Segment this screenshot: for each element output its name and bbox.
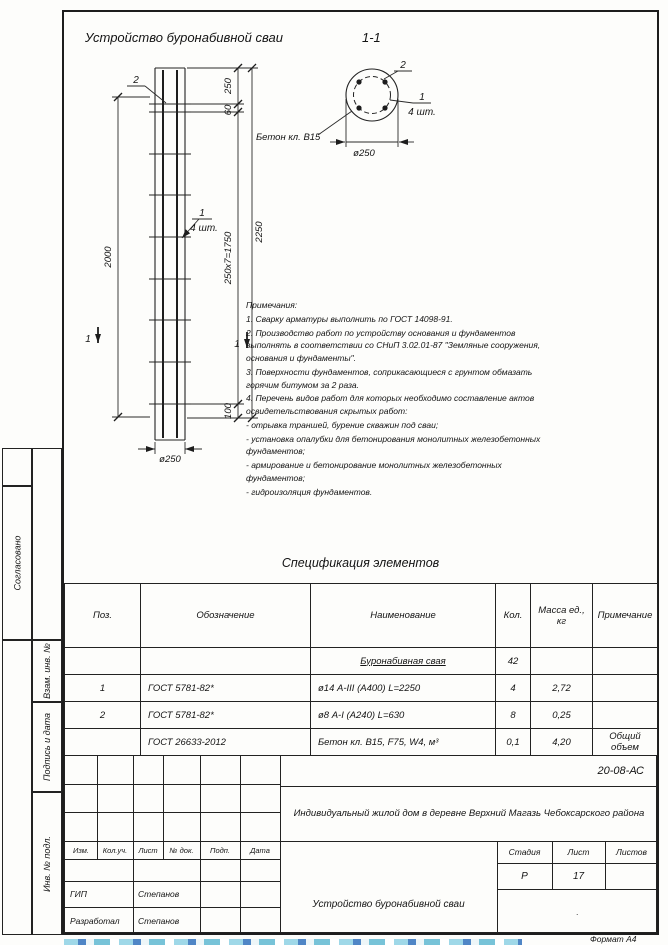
notes-block <box>246 299 546 499</box>
spec-cell-mass: 2,72 <box>531 675 593 702</box>
dim-60-label: 60 <box>223 104 234 116</box>
spec-cell-designation: ГОСТ 5781-82* <box>141 675 311 702</box>
spec-cell-pos: 1 <box>65 675 141 702</box>
spec-header-note: Примечание <box>593 584 658 648</box>
spec-cell-mass: 4,20 <box>531 729 593 756</box>
sheets-value <box>605 863 657 889</box>
signer-role: ГИП <box>70 889 87 899</box>
concrete-grade-label: Бетон кл. В15 <box>256 132 321 143</box>
changecol-list: Лист <box>138 845 158 855</box>
spec-cell-mass: 0,25 <box>531 702 593 729</box>
spec-cell-qty: 0,1 <box>496 729 531 756</box>
section-callout-stirrup: 2 <box>400 60 406 71</box>
scan-edge-artifact <box>64 939 522 945</box>
changecol-koluch: Кол.уч. <box>102 845 128 855</box>
spec-cell-designation: ГОСТ 26633-2012 <box>141 729 311 756</box>
spec-cell <box>531 648 593 675</box>
format-label: Формат А4 <box>590 934 637 944</box>
spec-group-row <box>65 648 658 675</box>
spec-row <box>65 675 658 702</box>
note-item: - установка опалубки для бетонирования монолитных железобетонных фундаментов; <box>246 433 541 457</box>
spec-cell-qty: 8 <box>496 702 531 729</box>
spec-cell-designation: ГОСТ 5781-82* <box>141 702 311 729</box>
sheet-label: Лист <box>567 847 590 857</box>
margin-box-agreed <box>2 486 32 640</box>
stage-label: Стадия <box>508 847 541 857</box>
spec-cell-note: Общий объем <box>593 729 658 756</box>
margin-box-inv-orig <box>32 792 62 935</box>
changecol-ndok: № док. <box>169 845 194 855</box>
spec-group-qty: 42 <box>496 648 531 675</box>
note-item: - отрывка траншей, бурение скважин под сваи; <box>246 419 439 430</box>
sheet-name: Устройство буронабивной сваи <box>312 899 465 910</box>
project-name: Индивидуальный жилой дом в деревне Верхний Магазь Чебоксарского района <box>293 808 645 819</box>
organization-cell: . <box>576 906 579 917</box>
note-item: 2. Производство работ по устройству основания и фундаментов выполнять в соответствии со СНиП 3.02.01-87 "Земляные сооружения, основания и фундаменты". <box>246 327 541 363</box>
spec-header-pos: Поз. <box>65 584 141 648</box>
margin-box-replace-inv <box>32 640 62 702</box>
margin-stamp-column <box>2 448 62 935</box>
spec-cell <box>65 648 141 675</box>
cut-mark-left-label: 1 <box>85 334 91 345</box>
dim-pile-diameter-label: ø250 <box>159 454 181 465</box>
spec-cell-note <box>593 675 658 702</box>
callout-bar-number: 1 <box>199 208 205 219</box>
agreed-label: Согласовано <box>12 535 22 591</box>
title-block <box>64 755 657 933</box>
spec-header-name: Наименование <box>311 584 496 648</box>
margin-box-sign-date <box>32 702 62 792</box>
margin-box <box>2 640 32 935</box>
section-callout-bar-number: 1 <box>419 92 425 103</box>
spec-cell-pos <box>65 729 141 756</box>
dim-2250-label: 2250 <box>254 221 265 243</box>
spec-header-mass: Масса ед., кг <box>531 584 593 648</box>
spec-row <box>65 702 658 729</box>
section-diameter-label: ø250 <box>353 148 375 159</box>
spec-cell-note <box>593 702 658 729</box>
spec-cell <box>141 648 311 675</box>
notes-title: Примечания: <box>246 300 298 310</box>
spec-cell <box>593 648 658 675</box>
changecol-izm: Изм. <box>73 845 89 855</box>
section-callout-bar-qty: 4 шт. <box>408 107 436 118</box>
spec-header-row <box>65 584 658 648</box>
spec-cell-name: ø14 А-III (А400) L=2250 <box>311 675 496 702</box>
margin-box <box>32 448 62 640</box>
sheet-value: 17 <box>572 870 585 882</box>
margin-box <box>2 448 32 486</box>
dim-100-label: 100 <box>223 403 234 419</box>
signer-name: Степанов <box>138 889 180 899</box>
sheets-label: Листов <box>616 847 647 857</box>
signer-role: Разработал <box>70 915 120 926</box>
replace-inv-label: Взам. инв. № <box>42 643 53 699</box>
changecol-data: Дата <box>250 845 270 855</box>
dim-2000-label: 2000 <box>103 246 114 268</box>
changecol-podp: Подп. <box>210 845 230 855</box>
spec-cell-name: ø8 А-I (А240) L=630 <box>311 702 496 729</box>
drawing-title: Устройство буронабивной сваи <box>85 30 283 45</box>
spec-row <box>65 729 658 756</box>
spec-title: Спецификация элементов <box>281 556 440 570</box>
sign-date-label: Подпись и дата <box>42 712 52 782</box>
note-item: 1. Сварку арматуры выполнить по ГОСТ 14098-91. <box>246 313 453 324</box>
note-item: - гидроизоляция фундаментов. <box>246 486 373 497</box>
inv-orig-label: Инв. № подл. <box>42 835 53 892</box>
spec-cell-name: Бетон кл. В15, F75, W4, м³ <box>311 729 496 756</box>
spec-header-qty: Кол. <box>496 584 531 648</box>
dim-250-label: 250 <box>223 78 234 94</box>
signer-name: Степанов <box>138 915 180 926</box>
spec-table <box>64 583 658 756</box>
spec-cell-pos: 2 <box>65 702 141 729</box>
section-label: 1-1 <box>362 30 381 45</box>
stage-value: Р <box>521 870 528 882</box>
note-item: 4. Перечень видов работ для которых необходимо составление актов освидетельствования скрытых работ: <box>246 393 535 416</box>
spec-header-designation: Обозначение <box>141 584 311 648</box>
document-number: 20-08-АС <box>597 765 644 777</box>
note-item: 3. Поверхности фундаментов, соприкасающиеся с грунтом обмазать горячим битумом за 2 раза. <box>246 366 533 390</box>
note-item: - армирование и бетонирование монолитных железобетонных фундаментов; <box>246 460 502 483</box>
spec-cell-qty: 4 <box>496 675 531 702</box>
spec-group-name: Буронабивная свая <box>311 648 496 675</box>
callout-stirrup-number: 2 <box>133 75 139 86</box>
cut-mark-right-label: 1 <box>234 339 240 350</box>
dim-spacing-label: 250х7=1750 <box>223 231 234 285</box>
callout-bar-qty: 4 шт. <box>190 223 218 234</box>
